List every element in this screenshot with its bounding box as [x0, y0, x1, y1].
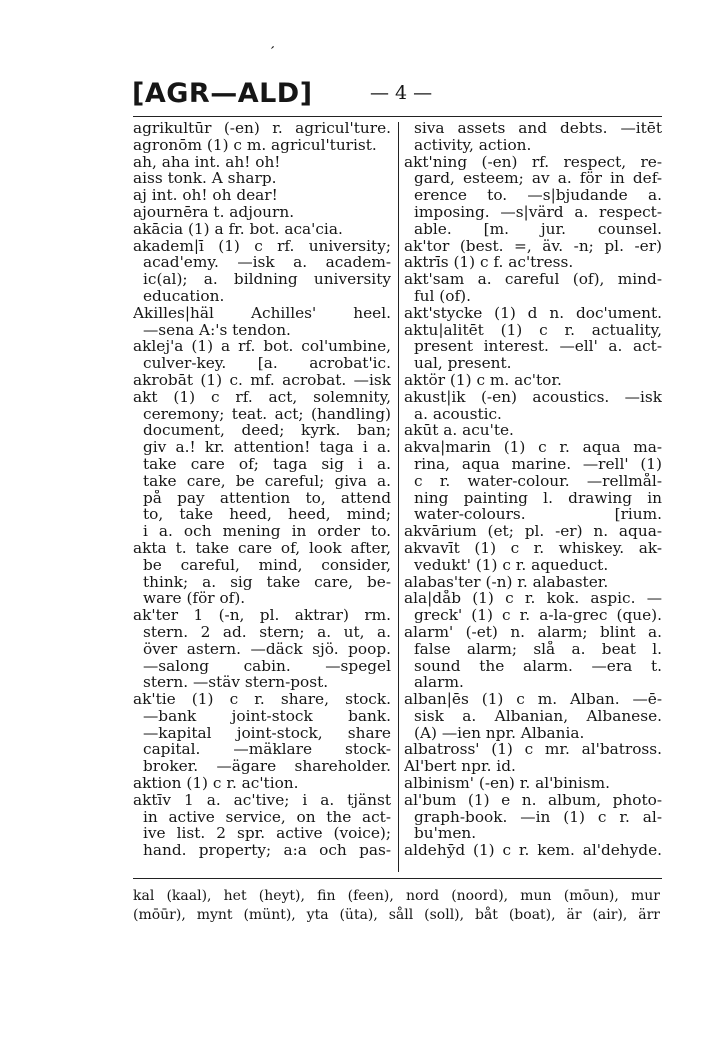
entry-line: albatross' (1) c mr. al'batross. [404, 741, 662, 759]
page-number: — 4 — [370, 82, 433, 104]
header-rule [133, 116, 662, 117]
entry-line: ful (of). [414, 287, 471, 305]
page-header [132, 78, 660, 114]
entry-line: able. [m. jur. counsel. [414, 220, 662, 238]
entry-line: culver-key. [a. acrobat'ic. [143, 355, 391, 372]
entry-line: erence to. —s|bjudande a. [414, 187, 662, 204]
entry-line: broker. —ägare shareholder. [143, 758, 391, 776]
entry-line: c r. water-colour. —rellmål- [414, 472, 662, 490]
entry-line: alarm. [414, 674, 464, 692]
entry-line: Akilles|häl Achilles' heel. [133, 304, 391, 322]
entry-line: false alarm; slå a. beat l. [414, 640, 662, 658]
entry-line: —salong cabin. —spegel [143, 657, 391, 675]
footer-rule [133, 878, 662, 879]
entry-line: imposing. —s|värd a. respect- [414, 203, 662, 221]
entry-line: activity, action. [414, 136, 532, 154]
entry-line: Al'bert npr. id. [404, 758, 516, 776]
entry-line: vedukt' (1) c r. aqueduct. [414, 556, 609, 574]
entry-line: på pay attention to, attend [143, 489, 391, 507]
entry-line: in active service, on the act- [143, 808, 391, 826]
entry-line: ive list. 2 spr. active (voice); [143, 825, 391, 843]
entry-line: stern. 2 ad. stern; a. ut, a. [143, 623, 391, 641]
entry-line: akvavīt (1) c r. whiskey. ak- [404, 539, 662, 557]
entry-line: rina, aqua marine. —rell' (1) [414, 455, 662, 473]
entry-line: ceremony; teat. act; (handling) [143, 405, 391, 423]
entry-line: ala|dåb (1) c r. kok. aspic. — [404, 590, 662, 608]
entry-line: akadem|ī (1) c rf. university; [133, 237, 391, 255]
entry-line: think; a. sig take care, be- [143, 573, 391, 591]
entry-line: akt'sam a. careful (of), mind- [404, 271, 662, 288]
entry-line: akust|ik (-en) acoustics. —isk [404, 388, 662, 406]
column-divider [398, 122, 399, 872]
entry-line: aiss tonk. A sharp. [133, 170, 277, 188]
entry-line: aj int. oh! oh dear! [133, 187, 278, 204]
entry-line: ware (för of). [143, 590, 246, 608]
right-column [404, 120, 662, 859]
entry-line: akūt a. acu'te. [404, 422, 514, 440]
entry-line: aktion (1) c r. ac'tion. [133, 775, 299, 792]
entry-line: ajournēra t. adjourn. [133, 203, 295, 221]
entry-line: take care of; taga sig i a. [143, 455, 391, 473]
entry-line: agrikultūr (-en) r. agricul'ture. [133, 120, 391, 137]
entry-line: akt'stycke (1) d n. doc'ument. [404, 304, 662, 322]
entry-line: graph-book. —in (1) c r. al- [414, 808, 662, 826]
left-column [133, 120, 391, 859]
entry-line: albinism' (-en) r. al'binism. [404, 775, 610, 792]
entry-line: ning painting l. drawing in [414, 489, 662, 507]
entry-line: document, deed; kyrk. ban; [143, 422, 391, 440]
entry-line: capital. —mäklare stock- [143, 741, 391, 759]
entry-line: be careful, mind, consider, [143, 556, 391, 574]
entry-line: acad'emy. —isk a. academ- [143, 254, 391, 272]
entry-line: ic(al); a. bildning university [143, 271, 391, 288]
entry-line: a. acoustic. [414, 405, 502, 423]
entry-line: giv a.! kr. attention! taga i a. [143, 439, 391, 456]
entry-line: ual, present. [414, 355, 512, 372]
entry-line: aktu|alitēt (1) c r. actuality, [404, 321, 662, 339]
entry-line: akvārium (et; pl. -er) n. aqua- [404, 523, 662, 540]
entry-line: education. [143, 287, 225, 305]
entry-line: ak'tie (1) c r. share, stock. [133, 691, 391, 708]
entry-line: aktör (1) c m. ac'tor. [404, 371, 562, 389]
entry-line: hand. property; a:a och pas- [143, 842, 391, 860]
entry-line: akta t. take care of, look after, [133, 539, 391, 557]
entry-line: alabas'ter (-n) r. alabaster. [404, 573, 609, 591]
pronunciation-key-line: kal (kaal), het (heyt), fin (feen), nord (noord), mun (mōun), mur [133, 888, 660, 904]
entry-line: stern. —stäv stern-post. [143, 674, 329, 692]
entry-line: —bank joint-stock bank. [143, 707, 391, 725]
entry-line: siva assets and debts. —itēt [414, 120, 662, 137]
entry-line: alban|ēs (1) c m. Alban. —ē- [404, 691, 662, 708]
entry-line: ak'tor (best. =, äv. -n; pl. -er) [404, 237, 662, 255]
entry-line: greck' (1) c r. a-la-grec (que). [414, 607, 662, 624]
entry-line: aklej'a (1) a rf. bot. col'umbine, [133, 338, 391, 356]
entry-line: aktrīs (1) c f. ac'tress. [404, 254, 574, 272]
entry-line: bu'men. [414, 825, 477, 843]
entry-line: al'bum (1) e n. album, photo- [404, 791, 662, 809]
entry-line: akva|marin (1) c r. aqua ma- [404, 439, 662, 456]
pronunciation-key-line: (mōūr), mynt (münt), yta (üta), såll (soll), båt (boat), är (air), ärr [133, 907, 660, 923]
pronunciation-key [133, 887, 660, 925]
entry-line: (A) —ien npr. Albania. [414, 724, 585, 742]
entry-line: water-colours. [rium. [414, 506, 662, 524]
entry-line: take care, be careful; giva a. [143, 472, 391, 490]
entry-line: sisk a. Albanian, Albanese. [414, 707, 662, 725]
ink-mark: ʼ [265, 43, 276, 60]
entry-line: —kapital joint-stock, share [143, 724, 391, 742]
entry-line: ah, aha int. ah! oh! [133, 153, 281, 171]
entry-line: agronōm (1) c m. agricul'turist. [133, 136, 377, 154]
entry-line: akt (1) c rf. act, solemnity, [133, 388, 391, 406]
entry-line: alarm' (-et) n. alarm; blint a. [404, 623, 662, 641]
entry-line: akācia (1) a fr. bot. aca'cia. [133, 220, 343, 238]
entry-line: akt'ning (-en) rf. respect, re- [404, 153, 662, 171]
entry-line: gard, esteem; av a. för in def- [414, 170, 662, 188]
entry-line: i a. och mening in order to. [143, 523, 391, 540]
entry-line: aldehȳd (1) c r. kem. al'dehyde. [404, 842, 662, 860]
entry-line: —sena A:'s tendon. [143, 321, 291, 339]
entry-line: to, take heed, heed, mind; [143, 506, 391, 524]
entry-line: sound the alarm. —era t. [414, 657, 662, 675]
entry-line: ak'ter 1 (-n, pl. aktrar) rm. [133, 607, 391, 624]
entry-line: akrobāt (1) c. mf. acrobat. —isk [133, 371, 391, 389]
entry-range: [AGR—ALD] [132, 78, 313, 109]
entry-line: aktīv 1 a. ac'tive; i a. tjänst [133, 791, 391, 809]
entry-line: present interest. —ell' a. act- [414, 338, 662, 356]
entry-line: över astern. —däck sjö. poop. [143, 640, 391, 658]
